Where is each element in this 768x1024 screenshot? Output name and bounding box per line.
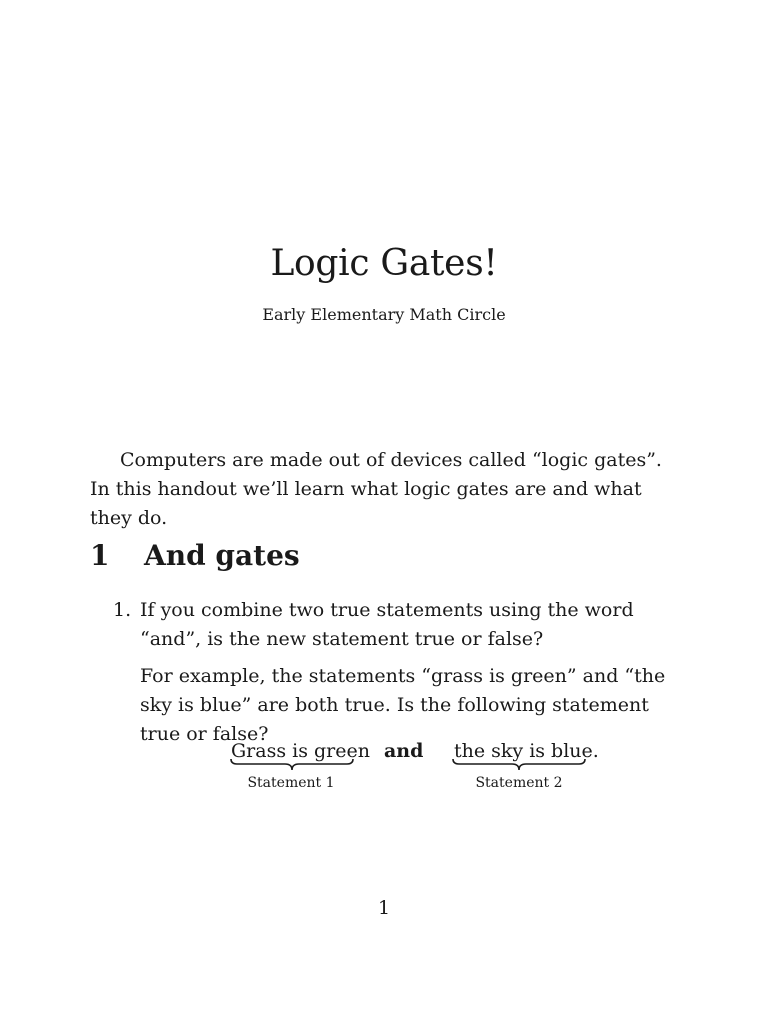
section-heading bbox=[90, 536, 300, 576]
section-title: And gates bbox=[144, 539, 300, 572]
section-number: 1 bbox=[90, 539, 110, 572]
statement-1-text: Grass is green bbox=[231, 740, 370, 762]
statement-2-caption: Statement 2 bbox=[475, 775, 563, 791]
and-connector: and bbox=[384, 740, 424, 762]
statement-1-caption: Statement 1 bbox=[247, 775, 335, 791]
page-number: 1 bbox=[377, 897, 391, 919]
document-title: Logic Gates! bbox=[270, 243, 498, 284]
problem-example: For example, the statements “grass is green” and “the sky is blue” are both true. Is the following statement true or false? bbox=[140, 665, 666, 745]
underbrace-statement-1 bbox=[230, 758, 354, 772]
underbrace-statement-2 bbox=[452, 758, 586, 772]
problem-number: 1. bbox=[113, 599, 132, 621]
intro-paragraph: Computers are made out of devices called “logic gates”. In this handout we’ll learn what logic gates are and what they do. bbox=[90, 449, 662, 529]
problem-question: If you combine two true statements using the word “and”, is the new statement true or false? bbox=[140, 599, 634, 650]
statement-2-text: the sky is blue. bbox=[454, 740, 599, 762]
document-subtitle: Early Elementary Math Circle bbox=[262, 305, 506, 324]
